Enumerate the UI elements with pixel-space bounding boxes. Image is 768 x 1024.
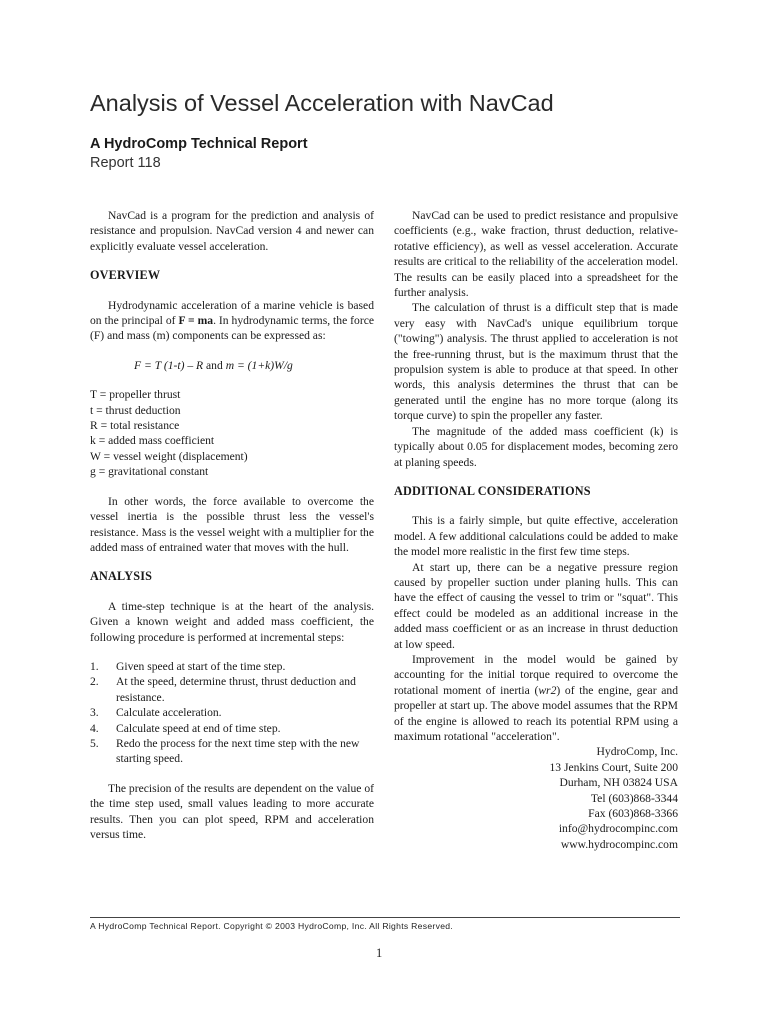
procedure-step xyxy=(90,736,374,767)
formula-mass: m = (1+k)W/g xyxy=(225,358,293,372)
right-paragraph-3: The magnitude of the added mass coefficient (k) is typically about 0.05 for displacement modes, becoming zero at planing speeds. xyxy=(394,424,678,469)
procedure-step xyxy=(90,721,374,736)
address-line: Tel (603)868-3344 xyxy=(590,791,678,805)
analysis-paragraph-1: A time-step technique is at the heart of the analysis. Given a known weight and added mass coefficient, the following procedure is performed at incremental steps: xyxy=(90,599,374,644)
variable-list xyxy=(90,387,374,479)
procedure-step xyxy=(90,659,374,674)
variable-item: t = thrust deduction xyxy=(90,403,181,417)
page-number: 1 xyxy=(376,946,383,960)
variable-item: R = total resistance xyxy=(90,419,180,433)
overview-paragraph-1 xyxy=(90,298,374,344)
p6-wr2: wr2 xyxy=(538,683,557,697)
left-column xyxy=(90,208,374,842)
email-link[interactable]: info@hydrocompinc.com xyxy=(558,822,678,836)
page-title: Analysis of Vessel Acceleration with NavCad xyxy=(90,90,554,116)
step-text: Calculate acceleration. xyxy=(116,706,222,720)
address-line: Durham, NH 03824 USA xyxy=(559,776,678,790)
company-address xyxy=(394,744,678,852)
report-number: Report 118 xyxy=(90,155,161,171)
right-paragraph-1: NavCad can be used to predict resistance and propulsive coefficients (e.g., wake fraction, thrust deduction, relative-rotative efficiency), as well as vessel acceleration. Accurate results are critical to the reliability of the acceleration model. The results can be easily placed into a spreadsheet for the further analysis. xyxy=(394,209,678,300)
variable-item: k = added mass coefficient xyxy=(90,434,215,448)
right-paragraph-6 xyxy=(394,652,678,744)
right-paragraph-2: The calculation of thrust is a difficult step that is made very easy with NavCad's unique equilibrium torque ("towing") analysis. The thrust applied to acceleration is not the free-running thrust, but is the maximum thrust that the propulsion system is able to produce at that speed. In other words, this analysis determines the thrust that can be generated until the engine has no more torque (along its torque curve) to spin the propeller any faster. xyxy=(394,301,678,423)
formula-and: and xyxy=(206,358,223,372)
formula-force: F = T (1-t) – R xyxy=(134,358,204,372)
analysis-paragraph-2: The precision of the results are dependent on the value of the time step used, small values leading to more accurate results. Then you can plot speed, RPM and acceleration versus time. xyxy=(90,781,374,841)
right-paragraph-4: This is a fairly simple, but quite effective, acceleration model. A few additional calculations could be added to make the model more realistic in the first few time steps. xyxy=(394,514,678,559)
variable-item: T = propeller thrust xyxy=(90,388,181,402)
step-text: At the speed, determine thrust, thrust deduction and resistance. xyxy=(116,675,356,704)
intro-paragraph: NavCad is a program for the prediction and analysis of resistance and propulsion. NavCad version 4 and newer can explicitly evaluate vessel acceleration. xyxy=(90,209,374,253)
overview-text-a: Hydrodynamic acceleration of a marine vehicle is based on the principal of xyxy=(90,298,374,328)
step-number: 1. xyxy=(90,659,99,673)
report-subtitle: A HydroComp Technical Report xyxy=(90,136,308,152)
footer-divider xyxy=(90,917,680,918)
step-text: Redo the process for the next time step with the new starting speed. xyxy=(116,736,360,766)
right-paragraph-5: At start up, there can be a negative pressure region caused by propeller suction under planing hulls. This can have the effect of causing the vessel to trim or "squat". This effect could be modeled as an additional increase in the added mass coefficient or as an increase in thrust deduction at low speed. xyxy=(394,560,678,651)
formula-line xyxy=(90,358,374,373)
overview-heading: OVERVIEW xyxy=(90,268,161,283)
footer-copyright: A HydroComp Technical Report. Copyright © 2003 HydroComp, Inc. All Rights Reserved. xyxy=(90,921,454,931)
step-number: 5. xyxy=(90,736,99,750)
additional-considerations-heading: ADDITIONAL CONSIDERATIONS xyxy=(394,483,591,498)
address-line: HydroComp, Inc. xyxy=(596,745,678,759)
website-link[interactable]: www.hydrocompinc.com xyxy=(560,837,678,851)
procedure-step xyxy=(90,674,374,705)
analysis-heading: ANALYSIS xyxy=(90,569,153,584)
step-text: Calculate speed at end of time step. xyxy=(116,721,281,735)
address-line: 13 Jenkins Court, Suite 200 xyxy=(549,760,678,774)
procedure-list xyxy=(90,659,374,767)
overview-text-b: . In hydrodynamic terms, the force (F) and mass (m) components can be expressed as: xyxy=(90,314,374,343)
step-number: 2. xyxy=(90,675,99,689)
variable-item: g = gravitational constant xyxy=(90,465,209,479)
p6-text-a: Improvement in the model would be gained by accounting for the initial torque required to overcome the rotational moment of inertia ( xyxy=(394,652,678,697)
procedure-step xyxy=(90,705,374,720)
step-number: 4. xyxy=(90,721,99,735)
p6-text-b: ) of the engine, gear and propeller at start up. The above model assumes that the RPM of the engine is allowed to reach its potential RPM using a maximum rotational "acceleration". xyxy=(394,683,678,743)
step-number: 3. xyxy=(90,706,99,720)
overview-fma: F = ma xyxy=(178,314,214,328)
address-line: Fax (603)868-3366 xyxy=(588,807,678,821)
overview-paragraph-2: In other words, the force available to overcome the vessel inertia is the possible thrust less the vessel's resistance. Mass is the vessel weight with a multiplier for the added mass of entrained water that moves with the hull. xyxy=(90,494,374,554)
step-text: Given speed at start of the time step. xyxy=(116,659,286,673)
variable-item: W = vessel weight (displacement) xyxy=(90,449,248,463)
right-column xyxy=(394,208,678,852)
